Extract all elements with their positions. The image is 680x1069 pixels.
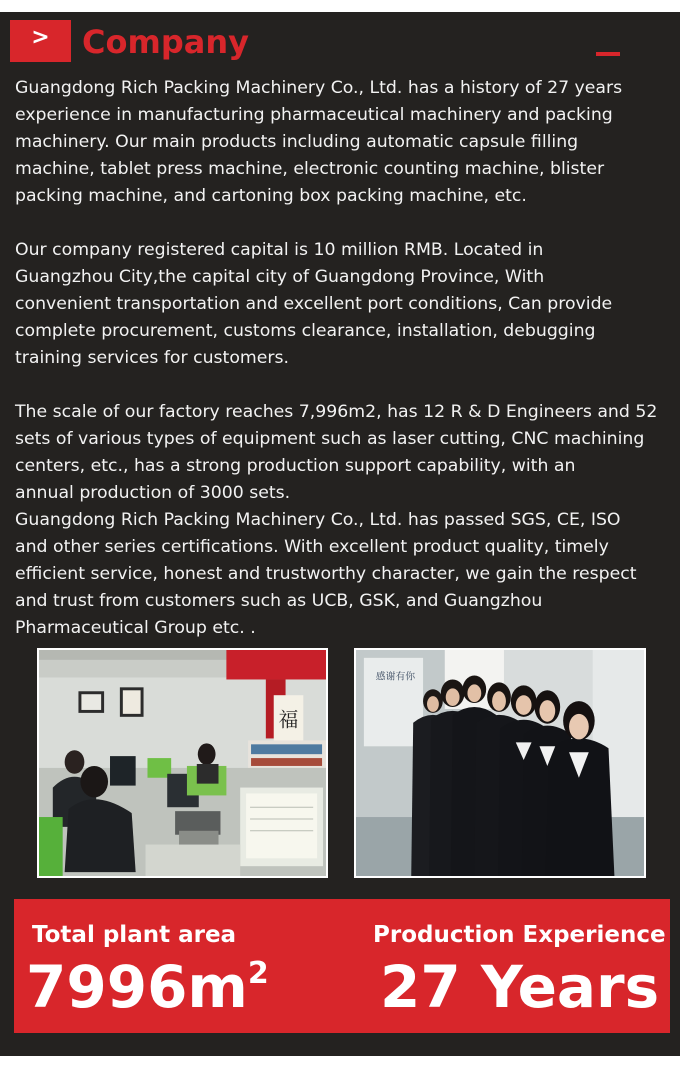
office-photo [37,648,328,878]
section-title: Company [82,23,249,61]
company-description [15,75,673,642]
plant-area-number: 7996m [26,953,248,1021]
plant-area-value [26,955,269,1019]
paragraph-history: Guangdong Rich Packing Machinery Co., Ltd. has a history of 27 years experience in manufacturing pharmaceutical machinery and packing machinery. Our main products including automatic capsule filling machine, tablet press machine, electronic counting machine, blister packing machine, and cartoning box packing machine, etc. [15,78,623,206]
paragraph-certifications: Guangdong Rich Packing Machinery Co., Ltd. has passed SGS, CE, ISO and other series certifications. With excellent product quality, timely efficient service, honest and trustworthy character, we gain the respect and trust from customers such as UCB, GSK, and Guangzhou Pharmaceutical Group etc. . [15,510,637,638]
paragraph-capital: Our company registered capital is 10 million RMB. Located in Guangzhou City,the capital city of Guangdong Province, With convenient transportation and excellent port conditions, Can provide complete procurement, customs clearance, installation, debugging training services for customers. [15,240,613,368]
office-sign-text: 福 [278,708,299,732]
team-sign-text: 感谢有你 [375,671,416,683]
company-section [0,12,680,1056]
team-photo [354,648,646,878]
plant-area-unit-superscript: 2 [247,956,269,991]
experience-value: 27 Years [380,953,660,1021]
paragraph-factory: The scale of our factory reaches 7,996m2, has 12 R & D Engineers and 52 sets of various types of equipment such as laser cutting, CNC machining centers, etc., has a strong production support capability, with an annual production of 3000 sets. [15,402,658,503]
office-photo-image [39,650,326,876]
team-photo-image [356,650,644,876]
arrow-right-icon: > [10,20,71,62]
experience-label: Production Experience [373,922,666,948]
plant-area-label: Total plant area [32,922,237,948]
stats-banner [14,899,670,1033]
decorative-dash [596,52,620,56]
